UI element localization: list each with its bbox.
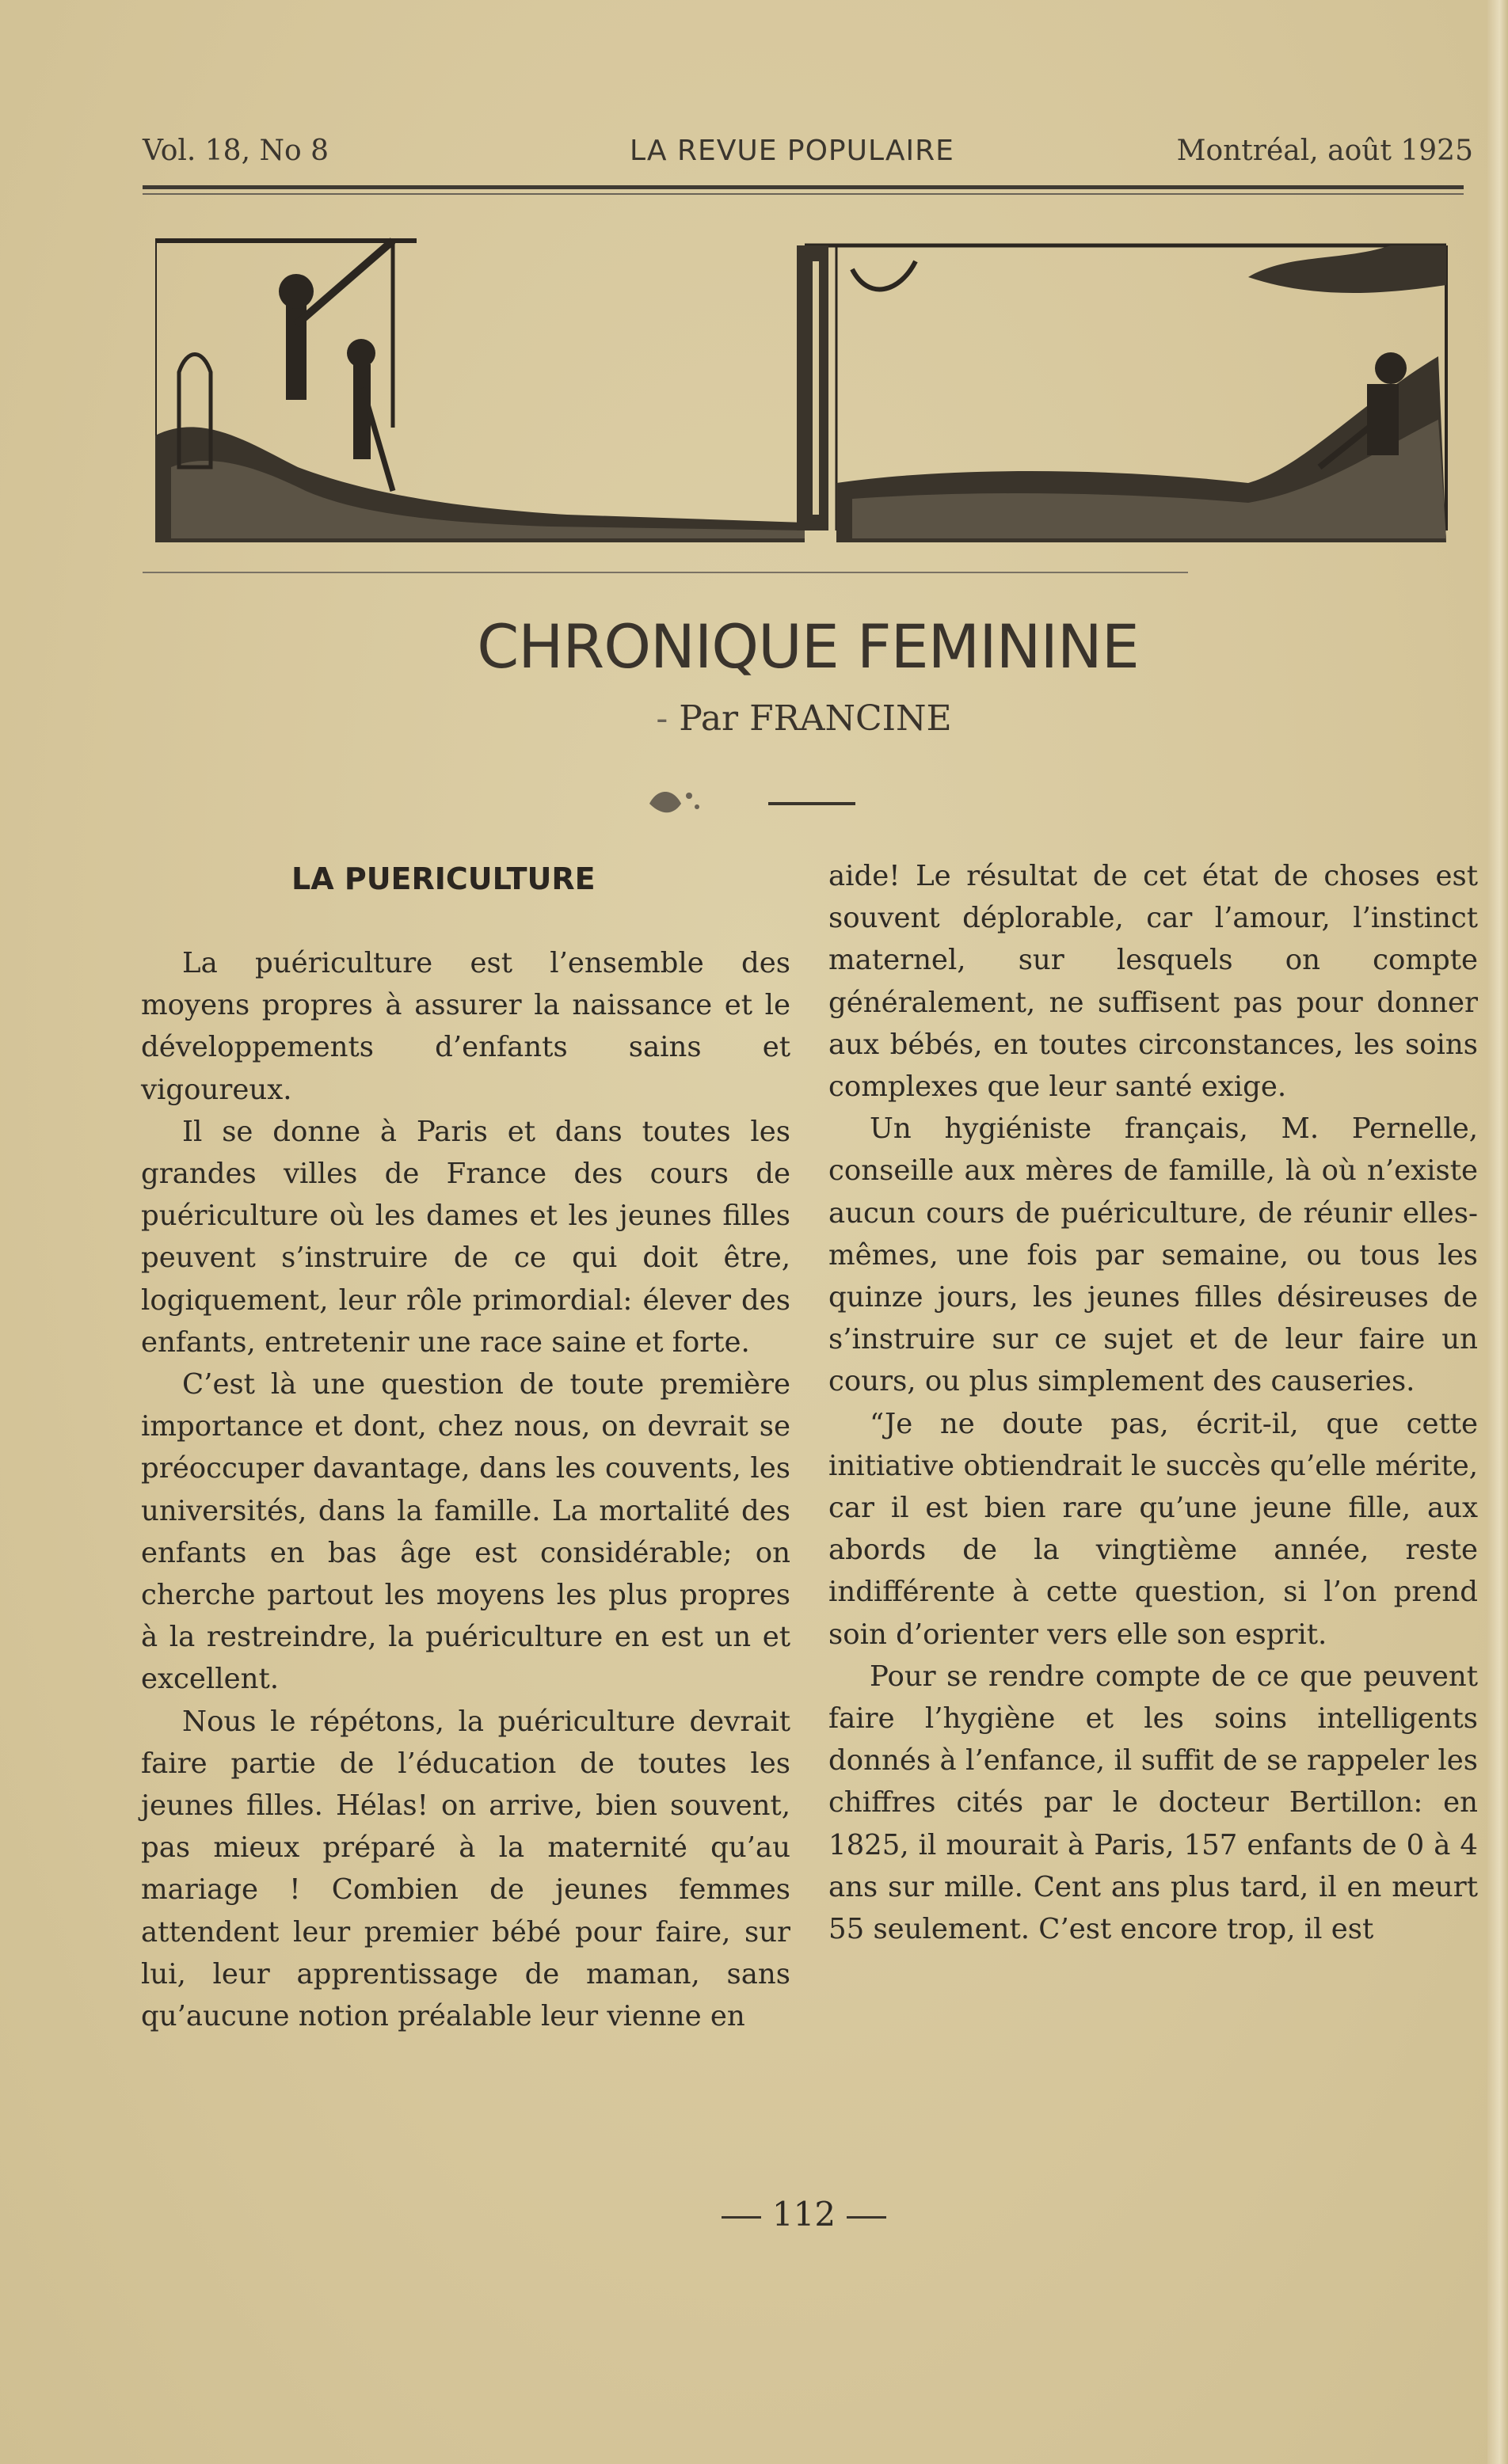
paragraph: C’est là une question de toute première importance et dont, chez nous, on devrait se préoccuper davantage, dans les couvents, les universités, dans la famille. La mortalité des enfants en bas âge est considérable; on cherche partout les moyens les plus propres à la restreindre, la puériculture en est un et excellent.	[141, 1368, 790, 1696]
right-column	[828, 855, 1478, 1950]
paragraph: Nous le répétons, la puériculture devrait faire partie de l’éducation de toutes les jeunes filles. Hélas! on arrive, bien souvent, pas mieux préparé à la maternité qu’au mariage ! Combien de jeunes femmes attendent leur premier bébé pour faire, sur lui, leur apprentissage de maman, sans qu’aucune notion préalable leur vienne en	[141, 1705, 790, 2033]
section-heading: LA PUERICULTURE	[291, 861, 596, 896]
place-date: Montréal, août 1925	[1176, 135, 1473, 167]
page-number	[0, 2195, 1508, 2234]
page-edge	[1487, 0, 1508, 2464]
byline-dash: -	[656, 698, 668, 739]
paragraph: Pour se rendre compte de ce que peuvent faire l’hygiène et les soins intelligents donnés à l’enfance, il suffit de se rappeler les chiffres cités par le docteur Bertillon: en 1825, il mourait à Paris, 157 enfants de 0 à 4 ans sur mille. Cent ans plus tard, il en meurt 55 seulement. C’est encore trop, il est	[828, 1660, 1478, 1946]
left-column	[141, 855, 790, 2037]
illustration-rule	[143, 572, 1188, 573]
publication-name: LA REVUE POPULAIRE	[630, 135, 954, 167]
page-number-text: 112	[771, 2195, 836, 2234]
page-number-dash	[722, 2216, 761, 2219]
paragraph: “Je ne doute pas, écrit-il, que cette initiative obtiendrait le succès qu’elle mérite, car il est bien rare qu’une jeune fille, aux abords de la vingtième année, reste indifférente à cette question, si l’on prend soin d’orienter vers elle son esprit.	[828, 1407, 1478, 1651]
header-rule	[143, 185, 1464, 189]
volume-issue: Vol. 18, No 8	[143, 135, 329, 167]
header-rule-thin	[143, 193, 1464, 195]
page-number-dash	[847, 2216, 886, 2219]
paragraph: aide! Le résultat de cet état de choses est souvent déplorable, car l’amour, l’instinct maternel, sur lesquels on compte généralement, ne suffisent pas pour donner aux bébés, en toutes circonstances, les soins complexes que leur santé exige.	[828, 860, 1478, 1104]
article-title: CHRONIQUE FEMININE	[477, 611, 1139, 682]
paragraph: Un hygiéniste français, M. Pernelle, conseille aux mères de famille, là où n’existe aucun cours de puériculture, de réunir elles-mêmes, une fois par semaine, ou tous les quinze jours, les jeunes filles désireuses de s’instruire sur ce sujet et de leur faire un cours, ou plus simplement des causeries.	[828, 1112, 1478, 1398]
vignette-workers-illustration	[155, 230, 1470, 554]
running-header	[143, 127, 1473, 174]
byline-text: Par FRANCINE	[679, 698, 952, 739]
paragraph: La puériculture est l’ensemble des moyens propres à assurer la naissance et le développements d’enfants sains et vigoureux.	[141, 947, 790, 1106]
paragraph: Il se donne à Paris et dans toutes les grandes villes de France des cours de puériculture où les dames et les jeunes filles peuvent s’instruire de ce qui doit être, logiquement, leur rôle primordial: élever des enfants, entretenir une race saine et forte.	[141, 1115, 790, 1359]
ornament-divider-icon	[642, 780, 863, 827]
article-byline	[0, 698, 1508, 739]
